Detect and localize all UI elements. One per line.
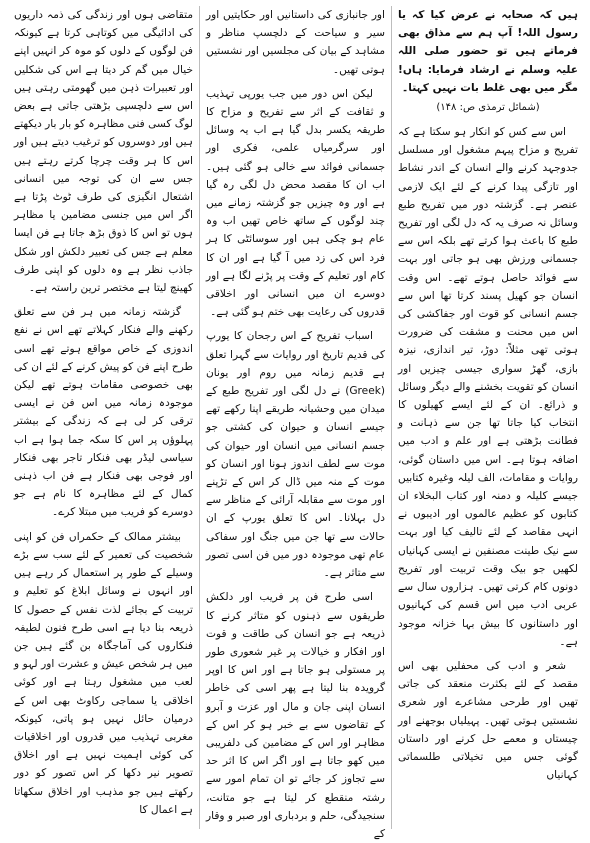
paragraph: گزشتہ زمانہ میں ہر فن سے تعلق رکھنے والے فنکار کہلاتے تھے اس نے نفع اندوزی کے خاص مواقع ہوتے تھے اسی طرح اپنے فن کو پیش کرنے کے لئے ان کی بھی خصوصی مقامات ہوتے تھے لیکن موجودہ زمانہ میں اس فن نے ایسی ترقی کر لی ہے کہ زندگی کے بیشتر پہلوؤں پر اس کا سکہ جما ہوا ہے اب سیاسی لیڈر بھی فنکار تاجر بھی فنکار اور فوجی بھی فنکار ہے فن اب ذہنی کمال کے لئے مظاہرہ کا نام ہے جو دوسرے کو فریب میں مبتلا کرے۔ — [14, 306, 193, 519]
paragraph: اسی طرح فن پر فریب اور دلکش طریقوں سے ذہنوں کو متاثر کرنے کا ذریعہ ہے جو انسان کی طاقت و قوت اور افکار و خیالات پر غیر شعوری طور پر مستولی ہو جاتا ہے اور اس کا اوپر گرویدہ بنا لیتا ہے پھر اسی کی خاطر انسان اپنی جان و مال اور عزت و آبرو کے تقاضوں سے بے خبر ہو کر اس کے مظاہر اور اس کے مضامین کی دلفریبی میں کھو جاتا ہے اور اگر اس کا اثر حد سے تجاوز کر جائے تو ان تمام امور سے رشتہ منقطع کر لیتا ہے جو متانت، سنجیدگی، حلم و بردباری اور صبر و وقار کے — [206, 591, 385, 840]
paragraph: اسباب تفریح کے اس رجحان کا یورپ کی قدیم تاریخ اور روایات سے گہرا تعلق ہے قدیم زمانہ میں روم اور یونان (Greek) نے دل لگی اور تفریح طبع کے میدان میں وحشیانہ طریقے اپنا رکھے تھے جیسے انسان و حیوان کی کشتی جو جسم انسانی میں انسان اور حیوان کی موت سے لطف اندوز ہونا اور انسان کو موت کے منہ میں ڈال کر اس کے تڑپنے اور موت سے مقابلہ آرائی کے مناظر سے دل بہلانا۔ اس کا تعلق یورپ کے ان حالات سے تھا جن میں جنگ اور سفاکی عام تھی موجودہ دور میں فن اسی تصور سے متاثر ہے۔ — [206, 330, 385, 580]
paragraph: شعر و ادب کی محفلیں بھی اس مقصد کے لئے بکثرت منعقد کی جاتی تھیں اور طرحی مشاعرے اور شعری نشستیں ہوتی تھیں۔ پہیلیاں بوجھنے اور چیستاں و معمے حل کرنے اور داستان گوئی جس میں تخیلاتی طلسماتی کہانیاں — [398, 659, 578, 782]
article-column-middle — [200, 6, 392, 840]
paragraph: اور جانبازی کی داستانیں اور حکایتیں اور سیر و سیاحت کے دلچسپ مناظر و مشاہد کے بیان کی مجلسیں اور نشستیں ہوتی تھیں۔ — [206, 9, 385, 76]
hadith-quote: ہیں کہ صحابہ نے عرض کیا کہ یا رسول اللہ! آپ ہم سے مذاق بھی فرماتے ہیں تو حضور صلی اللہ علیہ وسلم نے ارشاد فرمایا: ہاں! مگر میں بھی غلط بات نہیں کہتا۔ — [398, 9, 578, 94]
article-column-left — [8, 6, 200, 829]
newspaper-page — [6, 6, 584, 840]
paragraph: بیشتر ممالک کے حکمراں فن کو اپنی شخصیت کی تعمیر کے لئے سب سے بڑے وسیلے کے طور پر استعمال کر رہے ہیں اور انہوں نے وسائل ابلاغ کو تعلیم و تربیت کے بجائے لذت نفس کے حصول کا ذریعہ بنا دیا ہے اسی طرح فنون لطیفہ فنکاروں کی آماجگاہ بن گئے ہیں جن میں ہر شخص عیش و عشرت اور لہو و لعب میں مشغول رہتا ہے اور کوئی اخلاقی یا سماجی رکاوٹ بھی اس کے درمیان حائل نہیں ہو پاتی، کیونکہ مغربی تہذیب میں قدروں اور اخلاقیات کی کوئی اہمیت نہیں ہے اور اخلاق تصویر نیر دکھا کر اس تصور کو دور رکھتے ہیں جو مذہب اور اخلاق سکھاتا ہے اعمال کا — [14, 530, 193, 816]
article-column-right — [392, 6, 584, 829]
quote-reference: (شمائل ترمذی ص: ۱۴۸) — [436, 102, 540, 114]
paragraph: اس سے کس کو انکار ہو سکتا ہے کہ تفریح و مزاح پیہم مشغول اور مسلسل جدوجہد کرنے والے انسان کے اندر نشاط اور تازگی پیدا کرنے کے لئے ایک لازمی عنصر ہے۔ گزشتہ دور میں تفریح طبع وسائل نہ صرف یہ کہ دل لگی اور تفریح طبع کا باعث ہوا کرتے تھے بلکہ اس سے جسمانی ورزش بھی ہو جاتی اور بہت سے فوائد حاصل ہوتے تھے۔ اس وقت انسان جو کھیل پسند کرتا تھا اس سے جسم انسانی کو قوت اور جفاکشی کی اس میں محنت و مشقت کی ضرورت ہوتی تھی مثلاً: دوڑ، تیر اندازی، نیزہ بازی، گھڑ سواری جیسی چیزیں اور انسان کو تقویت بخشنے والے دیگر وسائل و ذرائع۔ ان کے لئے ایسے کھیلوں کا انتخاب کیا جاتا تھا جن سے ذہانت و فطانت بڑھتی ہے اور علم و ادب میں اضافہ ہوتا ہے۔ اس میں داستان گوئی، روایات و مقامات، الف لیلہ وغیرہ کتابیں جیسے کلیلہ و دمنہ اور کتاب البخلاء ان کتابوں کو عظیم عالموں اور ادیبوں نے انہی مقاصد کے لئے تالیف کیا اور بہت سے نیک طینت مصنفین نے ایسی کہانیاں لکھیں جو بیک وقت تربیت اور تفریح دونوں کام کرتی تھیں۔ ہزاروں سال سے عربی ادب میں اس قسم کی کہانیوں اور داستانوں کا بیش بہا خزانہ موجود ہے۔ — [398, 126, 578, 648]
paragraph: لیکن اس دور میں جب یورپی تہذیب و ثقافت کے اثر سے تفریح و مزاح کا طریقہ یکسر بدل گیا ہے اب یہ وسائل اور سرگرمیاں علمی، فکری اور جسمانی فوائد سے خالی ہو گئی ہیں۔ اب ان کا مقصد محض دل لگی رہ گیا ہے اور وہ چیزیں جو گزشتہ زمانے میں چند لوگوں کے ساتھ خاص تھیں اب وہ عام ہو چکی ہیں اور سوسائٹی کا ہر فرد اس کی زد میں آ گیا ہے اور ان کا کام اور تعلیم کے وقت پر پڑنے لگا ہے اور دوسرے ان میں انسانی اور اخلاقی قدروں کی رعایت بھی ختم ہو گئی ہے۔ — [206, 87, 385, 319]
paragraph: متقاضی ہوں اور زندگی کی ذمہ داریوں کی ادائیگی میں کوتاہی کرتا ہے کیونکہ فن لوگوں کے دلوں کو موہ کر انہیں اپنے خیال میں گم کر دیتا ہے اس کی شکلیں اور تعبیرات ذہن میں گھومتی رہتی ہیں اس سے دلچسپی بڑھتی جاتی ہے بعض لوگ کسی فنی مظاہرہ کو بار بار دیکھتے ہیں اور دوسروں کو ترغیب دیتے ہیں اور اس کا ہر وقت چرچا کرتے رہتے ہیں جس سے ان کی توجہ میں انسانی اشتعال انگیزی کی طرف ٹوٹ پڑتا ہے اگر اس میں جنسی مضامین یا مظاہر ہوں تو اس کا ذوق بڑھ جاتا ہے فن ایسا معلم ہے جس کی تعبیر دلکش اور شکل جاذب نظر ہے وہ دلوں کو اپنی طرف کھینچ لیتا ہے مختصر ترین راستہ ہے۔ — [14, 9, 193, 295]
